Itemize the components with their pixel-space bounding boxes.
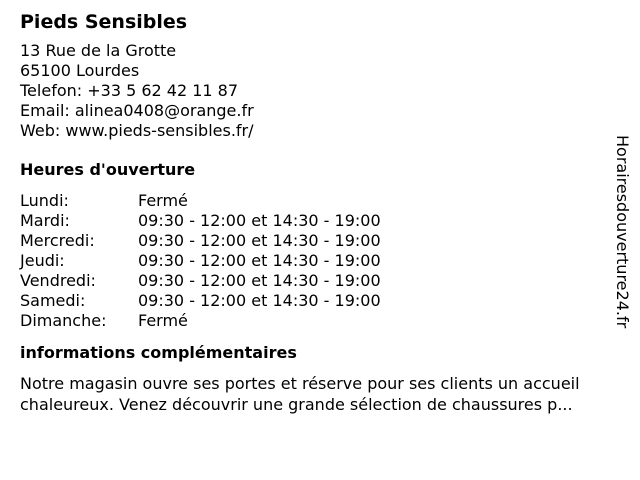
email-address[interactable]: Email: alinea0408@orange.fr <box>20 101 254 120</box>
address-city: 65100 Lourdes <box>20 61 140 80</box>
hours-row-sunday <box>20 311 381 331</box>
day-hours: 09:30 - 12:00 et 14:30 - 19:00 <box>138 211 381 230</box>
day-hours: 09:30 - 12:00 et 14:30 - 19:00 <box>138 271 381 290</box>
website-link[interactable]: Web: www.pieds-sensibles.fr/ <box>20 121 254 140</box>
day-hours: Fermé <box>138 191 188 210</box>
day-label: Samedi: <box>20 291 86 310</box>
hours-row-friday <box>20 271 381 291</box>
day-hours: 09:30 - 12:00 et 14:30 - 19:00 <box>138 291 381 310</box>
hours-row-saturday <box>20 291 381 311</box>
hours-row-monday <box>20 191 381 211</box>
day-hours: 09:30 - 12:00 et 14:30 - 19:00 <box>138 231 381 250</box>
additional-info-heading: informations complémentaires <box>20 343 297 362</box>
day-hours: Fermé <box>138 311 188 330</box>
day-label: Dimanche: <box>20 311 107 330</box>
day-label: Jeudi: <box>20 251 65 270</box>
hours-row-thursday <box>20 251 381 271</box>
hours-row-tuesday <box>20 211 381 231</box>
address-street: 13 Rue de la Grotte <box>20 41 177 60</box>
day-hours: 09:30 - 12:00 et 14:30 - 19:00 <box>138 251 381 270</box>
day-label: Mercredi: <box>20 231 95 250</box>
day-label: Lundi: <box>20 191 69 210</box>
day-label: Mardi: <box>20 211 70 230</box>
business-name: Pieds Sensibles <box>20 11 188 33</box>
description-line: chaleureux. Venez découvrir une grande sélection de chaussures p... <box>20 395 573 414</box>
phone-number[interactable]: Telefon: +33 5 62 42 11 87 <box>20 81 239 100</box>
opening-hours-heading: Heures d'ouverture <box>20 160 196 179</box>
day-label: Vendredi: <box>20 271 96 290</box>
hours-row-wednesday <box>20 231 381 251</box>
watermark-text: Horairesdouverture24.fr <box>613 135 632 329</box>
business-card <box>20 10 610 415</box>
opening-hours-table <box>20 191 381 331</box>
description-line: Notre magasin ouvre ses portes et réserve pour ses clients un accueil <box>20 374 580 393</box>
description-text <box>20 373 630 415</box>
